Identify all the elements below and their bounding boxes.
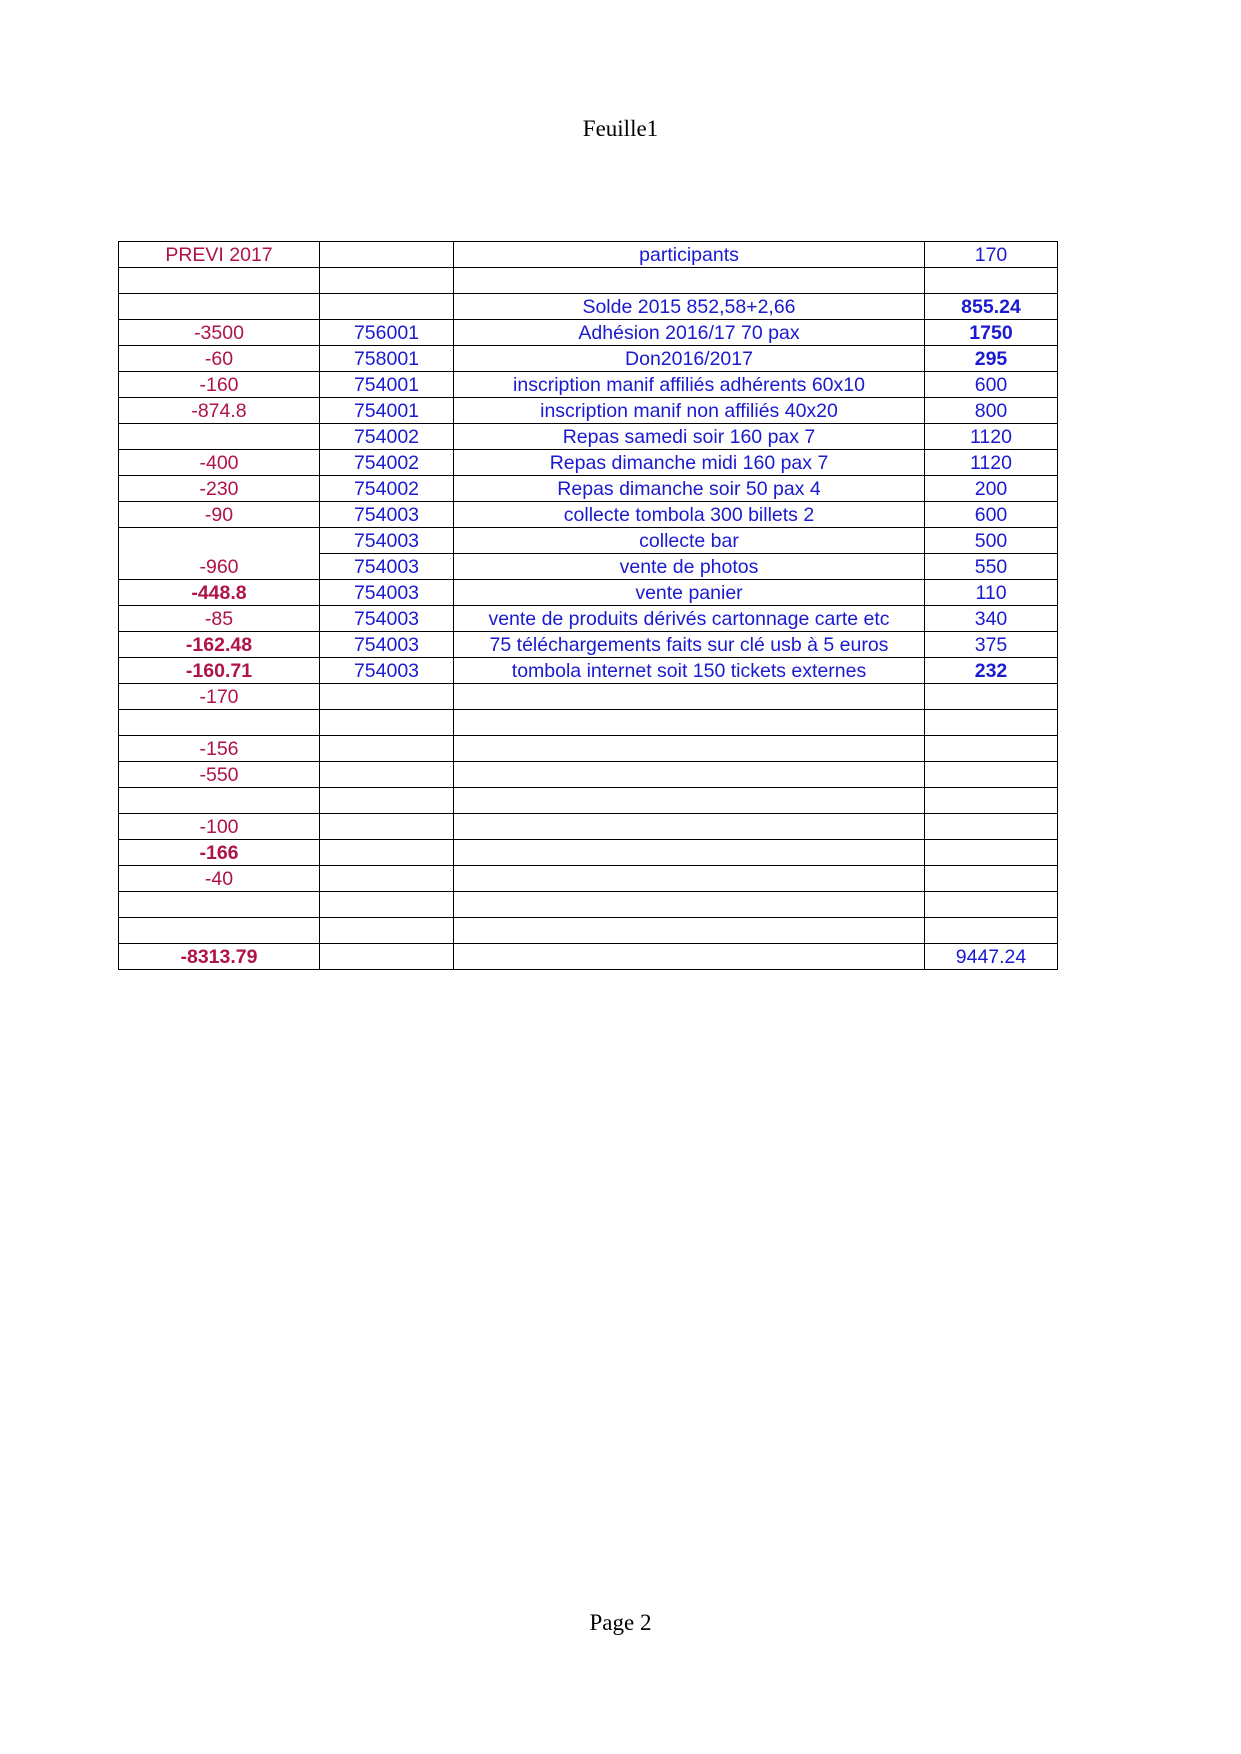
label-cell[interactable]: inscription manif affiliés adhérents 60x10 xyxy=(454,372,925,398)
previ-cell[interactable]: -400 xyxy=(119,450,320,476)
table-row xyxy=(119,372,1058,398)
label-cell[interactable]: Adhésion 2016/17 70 pax xyxy=(454,320,925,346)
code-cell[interactable]: 754003 xyxy=(320,580,454,606)
table-row xyxy=(119,684,1058,710)
previ-cell[interactable]: -160.71 xyxy=(119,658,320,684)
previ-cell[interactable]: -156 xyxy=(119,736,320,762)
label-cell[interactable]: collecte bar xyxy=(454,528,925,554)
previ-cell[interactable]: -874.8 xyxy=(119,398,320,424)
label-cell[interactable]: vente panier xyxy=(454,580,925,606)
amount-cell[interactable]: 500 xyxy=(925,528,1058,554)
table-row xyxy=(119,528,1058,554)
amount-cell[interactable]: 855.24 xyxy=(925,294,1058,320)
table-row xyxy=(119,242,1058,268)
table-row xyxy=(119,762,1058,788)
table-row xyxy=(119,476,1058,502)
amount-cell[interactable] xyxy=(925,684,1058,710)
table-row xyxy=(119,814,1058,840)
amount-cell[interactable]: 600 xyxy=(925,372,1058,398)
previ-cell[interactable]: -166 xyxy=(119,840,320,866)
table-row xyxy=(119,320,1058,346)
code-cell[interactable] xyxy=(320,944,454,970)
table-row xyxy=(119,502,1058,528)
previ-cell[interactable] xyxy=(119,294,320,320)
label-cell[interactable]: Repas dimanche soir 50 pax 4 xyxy=(454,476,925,502)
previ-cell[interactable]: PREVI 2017 xyxy=(119,242,320,268)
code-cell[interactable]: 754001 xyxy=(320,372,454,398)
page-header: Feuille1 xyxy=(582,116,659,141)
table-row xyxy=(119,580,1058,606)
label-cell[interactable] xyxy=(454,710,925,736)
table-row xyxy=(119,710,1058,736)
code-cell[interactable] xyxy=(320,710,454,736)
label-cell[interactable] xyxy=(454,944,925,970)
table-row xyxy=(119,840,1058,866)
previ-cell[interactable]: -100 xyxy=(119,814,320,840)
label-cell[interactable]: inscription manif non affiliés 40x20 xyxy=(454,398,925,424)
label-cell[interactable]: Solde 2015 852,58+2,66 xyxy=(454,294,925,320)
amount-cell[interactable]: 340 xyxy=(925,606,1058,632)
label-cell[interactable] xyxy=(454,736,925,762)
amount-cell[interactable]: 1120 xyxy=(925,424,1058,450)
code-cell[interactable] xyxy=(320,294,454,320)
code-cell[interactable] xyxy=(320,762,454,788)
code-cell[interactable]: 754002 xyxy=(320,450,454,476)
amount-cell[interactable]: 295 xyxy=(925,346,1058,372)
amount-cell[interactable] xyxy=(925,788,1058,814)
label-cell[interactable] xyxy=(454,840,925,866)
code-cell[interactable]: 754003 xyxy=(320,632,454,658)
code-cell[interactable]: 754003 xyxy=(320,554,454,580)
amount-cell[interactable] xyxy=(925,814,1058,840)
code-cell[interactable]: 754002 xyxy=(320,476,454,502)
label-cell[interactable] xyxy=(454,814,925,840)
label-cell[interactable] xyxy=(454,268,925,294)
label-cell[interactable] xyxy=(454,866,925,892)
amount-cell[interactable]: 1120 xyxy=(925,450,1058,476)
table-row xyxy=(119,788,1058,814)
previ-cell[interactable]: -60 xyxy=(119,346,320,372)
previ-cell[interactable] xyxy=(119,892,320,918)
previ-cell[interactable]: -40 xyxy=(119,866,320,892)
label-cell[interactable] xyxy=(454,684,925,710)
table-row xyxy=(119,632,1058,658)
label-cell[interactable]: vente de produits dérivés cartonnage carte etc xyxy=(454,606,925,632)
label-cell[interactable]: Don2016/2017 xyxy=(454,346,925,372)
amount-cell[interactable]: 600 xyxy=(925,502,1058,528)
previ-cell-merged[interactable]: -960 xyxy=(119,528,320,580)
amount-cell[interactable] xyxy=(925,762,1058,788)
budget-table xyxy=(118,241,1058,970)
amount-cell[interactable] xyxy=(925,268,1058,294)
code-cell[interactable]: 754001 xyxy=(320,398,454,424)
page-footer: Page 2 xyxy=(589,1610,652,1635)
label-cell[interactable] xyxy=(454,918,925,944)
previ-cell[interactable]: -85 xyxy=(119,606,320,632)
previ-cell[interactable]: -3500 xyxy=(119,320,320,346)
table-row xyxy=(119,892,1058,918)
amount-cell[interactable] xyxy=(925,736,1058,762)
code-cell[interactable] xyxy=(320,788,454,814)
previ-cell[interactable] xyxy=(119,268,320,294)
table-row xyxy=(119,268,1058,294)
label-cell[interactable]: Repas samedi soir 160 pax 7 xyxy=(454,424,925,450)
code-cell[interactable] xyxy=(320,840,454,866)
previ-cell[interactable] xyxy=(119,424,320,450)
previ-cell[interactable]: -90 xyxy=(119,502,320,528)
code-cell[interactable] xyxy=(320,814,454,840)
previ-cell[interactable] xyxy=(119,788,320,814)
label-cell[interactable]: Repas dimanche midi 160 pax 7 xyxy=(454,450,925,476)
amount-cell[interactable]: 170 xyxy=(925,242,1058,268)
amount-cell[interactable] xyxy=(925,710,1058,736)
table-row xyxy=(119,866,1058,892)
code-cell[interactable]: 754003 xyxy=(320,658,454,684)
amount-cell[interactable] xyxy=(925,918,1058,944)
amount-cell[interactable]: 1750 xyxy=(925,320,1058,346)
label-cell[interactable]: vente de photos xyxy=(454,554,925,580)
code-cell[interactable]: 754003 xyxy=(320,606,454,632)
amount-cell[interactable]: 232 xyxy=(925,658,1058,684)
table-row xyxy=(119,294,1058,320)
previ-cell[interactable]: -230 xyxy=(119,476,320,502)
previ-cell[interactable]: -170 xyxy=(119,684,320,710)
total-row xyxy=(119,944,1058,970)
code-cell[interactable]: 754003 xyxy=(320,502,454,528)
previ-cell[interactable] xyxy=(119,710,320,736)
code-cell[interactable] xyxy=(320,242,454,268)
code-cell[interactable] xyxy=(320,268,454,294)
label-cell[interactable]: 75 téléchargements faits sur clé usb à 5 euros xyxy=(454,632,925,658)
code-cell[interactable]: 756001 xyxy=(320,320,454,346)
amount-cell[interactable] xyxy=(925,840,1058,866)
amount-cell[interactable]: 800 xyxy=(925,398,1058,424)
table-row xyxy=(119,398,1058,424)
amount-total-cell[interactable]: 9447.24 xyxy=(925,944,1058,970)
code-cell[interactable]: 758001 xyxy=(320,346,454,372)
amount-cell[interactable]: 375 xyxy=(925,632,1058,658)
table-row xyxy=(119,736,1058,762)
table-row xyxy=(119,424,1058,450)
code-cell[interactable] xyxy=(320,918,454,944)
previ-cell[interactable]: -550 xyxy=(119,762,320,788)
table-row xyxy=(119,346,1058,372)
label-cell[interactable] xyxy=(454,892,925,918)
label-cell[interactable]: collecte tombola 300 billets 2 xyxy=(454,502,925,528)
amount-cell[interactable]: 110 xyxy=(925,580,1058,606)
label-cell[interactable] xyxy=(454,788,925,814)
code-cell[interactable] xyxy=(320,892,454,918)
code-cell[interactable] xyxy=(320,866,454,892)
label-cell[interactable] xyxy=(454,762,925,788)
code-cell[interactable] xyxy=(320,736,454,762)
previ-total-cell[interactable]: -8313.79 xyxy=(119,944,320,970)
amount-cell[interactable]: 550 xyxy=(925,554,1058,580)
previ-cell[interactable]: -160 xyxy=(119,372,320,398)
label-cell[interactable]: tombola internet soit 150 tickets externes xyxy=(454,658,925,684)
table-row xyxy=(119,606,1058,632)
label-cell[interactable]: participants xyxy=(454,242,925,268)
amount-cell[interactable]: 200 xyxy=(925,476,1058,502)
table-row xyxy=(119,918,1058,944)
amount-cell[interactable] xyxy=(925,866,1058,892)
previ-cell[interactable] xyxy=(119,918,320,944)
table-row xyxy=(119,450,1058,476)
previ-cell[interactable]: -448.8 xyxy=(119,580,320,606)
table-row xyxy=(119,658,1058,684)
code-cell[interactable]: 754003 xyxy=(320,528,454,554)
amount-cell[interactable] xyxy=(925,892,1058,918)
code-cell[interactable] xyxy=(320,684,454,710)
code-cell[interactable]: 754002 xyxy=(320,424,454,450)
previ-cell[interactable]: -162.48 xyxy=(119,632,320,658)
